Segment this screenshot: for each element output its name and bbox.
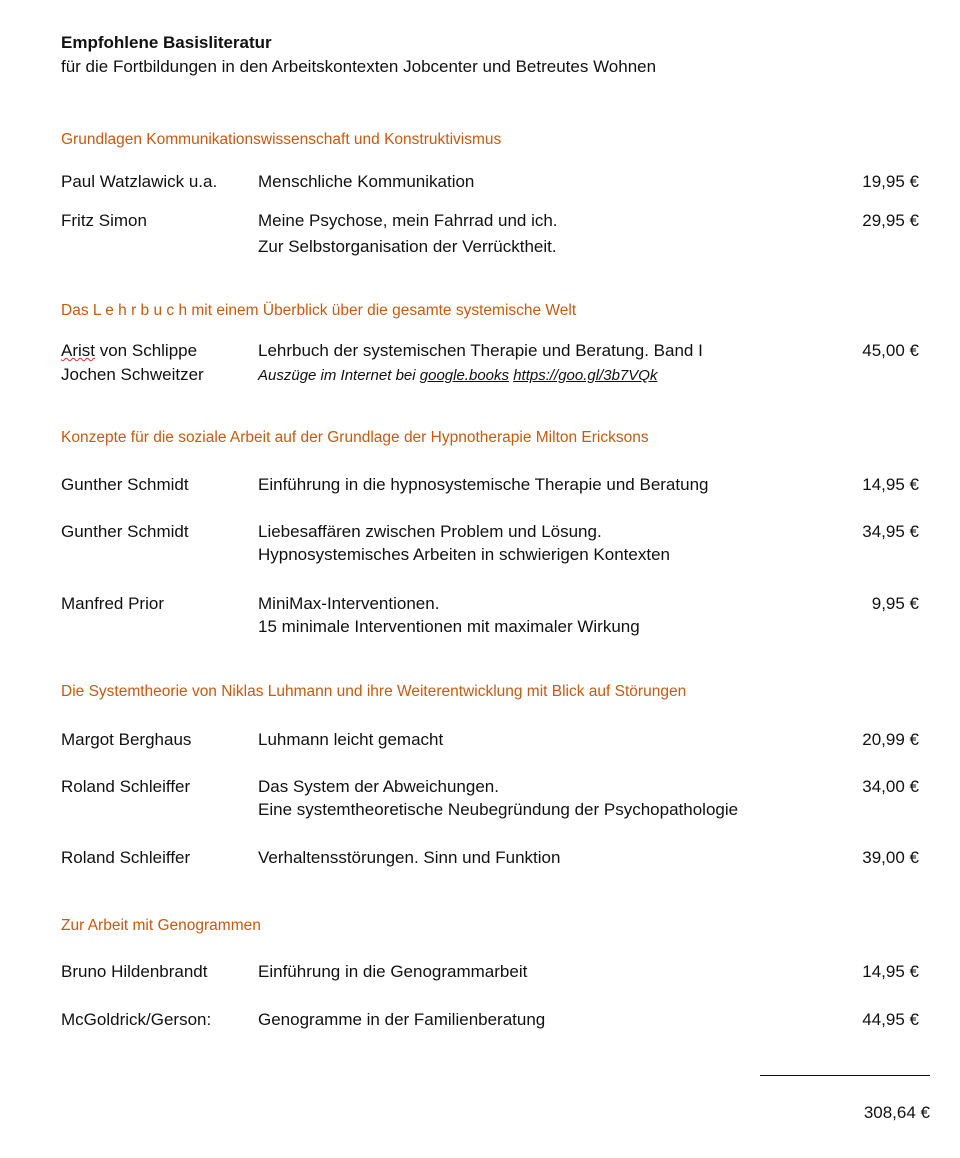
entry-price: 34,00 € (862, 777, 919, 796)
entry-price: 14,95 € (862, 475, 919, 494)
entry-title: Lehrbuch der systemischen Therapie und Beratung. Band I (258, 341, 703, 360)
sum-divider (760, 1075, 930, 1076)
document-title: Empfohlene Basisliteratur (61, 33, 272, 52)
entry-subtitle: Eine systemtheoretische Neubegründung der Psychopathologie (258, 800, 739, 819)
section-heading: Zur Arbeit mit Genogrammen (61, 917, 261, 934)
entry-price: 29,95 € (862, 211, 919, 230)
entry-author: Bruno Hildenbrandt (61, 962, 208, 981)
entry-subtitle: 15 minimale Interventionen mit maximaler Wirkung (258, 617, 640, 636)
spellcheck-word: Arist (61, 341, 95, 360)
entry-subtitle: Hypnosystemisches Arbeiten in schwierigen Kontexten (258, 545, 670, 564)
entry-author: McGoldrick/Gerson: (61, 1010, 212, 1029)
entry-title: MiniMax-Interventionen. (258, 594, 440, 613)
entry-author: Roland Schleiffer (61, 777, 191, 796)
entry-author: Fritz Simon (61, 211, 147, 230)
entry-title: Luhmann leicht gemacht (258, 730, 444, 749)
entry-title: Einführung in die hypnosystemische Therapie und Beratung (258, 475, 709, 494)
entry-title: Liebesaffären zwischen Problem und Lösung. (258, 522, 602, 541)
section-heading: Die Systemtheorie von Niklas Luhmann und ihre Weiterentwicklung mit Blick auf Störungen (61, 683, 687, 700)
entry-note (258, 367, 657, 384)
entry-author: Paul Watzlawick u.a. (61, 172, 218, 191)
short-url-link[interactable]: https://goo.gl/3b7VQk (513, 367, 658, 384)
entry-author: Manfred Prior (61, 594, 164, 613)
entry-price: 19,95 € (862, 172, 919, 191)
entry-author: Roland Schleiffer (61, 848, 191, 867)
entry-title: Einführung in die Genogrammarbeit (258, 962, 528, 981)
entry-price: 45,00 € (862, 341, 919, 360)
note-text: Auszüge im Internet bei (258, 367, 420, 384)
entry-title: Das System der Abweichungen. (258, 777, 499, 796)
author-surname: von Schlippe (95, 341, 198, 360)
entry-price: 39,00 € (862, 848, 919, 867)
entry-author (61, 341, 197, 361)
section-heading: Konzepte für die soziale Arbeit auf der Grundlage der Hypnotherapie Milton Ericksons (61, 429, 649, 446)
entry-title: Meine Psychose, mein Fahrrad und ich. (258, 211, 558, 230)
entry-price: 44,95 € (862, 1010, 919, 1029)
section-heading: Das L e h r b u c h mit einem Überblick über die gesamte systemische Welt (61, 302, 577, 319)
total-price: 308,64 € (863, 1103, 930, 1122)
entry-price: 34,95 € (862, 522, 919, 541)
entry-title: Genogramme in der Familienberatung (258, 1010, 546, 1029)
entry-subtitle: Zur Selbstorganisation der Verrücktheit. (258, 237, 557, 256)
google-books-link[interactable]: google.books (419, 367, 510, 384)
entry-price: 20,99 € (862, 730, 919, 749)
document-subtitle: für die Fortbildungen in den Arbeitskontexten Jobcenter und Betreutes Wohnen (61, 57, 657, 76)
section-heading: Grundlagen Kommunikationswissenschaft und Konstruktivismus (61, 131, 502, 148)
entry-author-2: Jochen Schweitzer (61, 365, 204, 384)
entry-price: 9,95 € (871, 594, 919, 613)
entry-title: Menschliche Kommunikation (258, 172, 475, 191)
entry-price: 14,95 € (862, 962, 919, 981)
entry-author: Gunther Schmidt (61, 475, 189, 494)
entry-title: Verhaltensstörungen. Sinn und Funktion (258, 848, 561, 867)
entry-author: Margot Berghaus (61, 730, 192, 749)
entry-author: Gunther Schmidt (61, 522, 189, 541)
